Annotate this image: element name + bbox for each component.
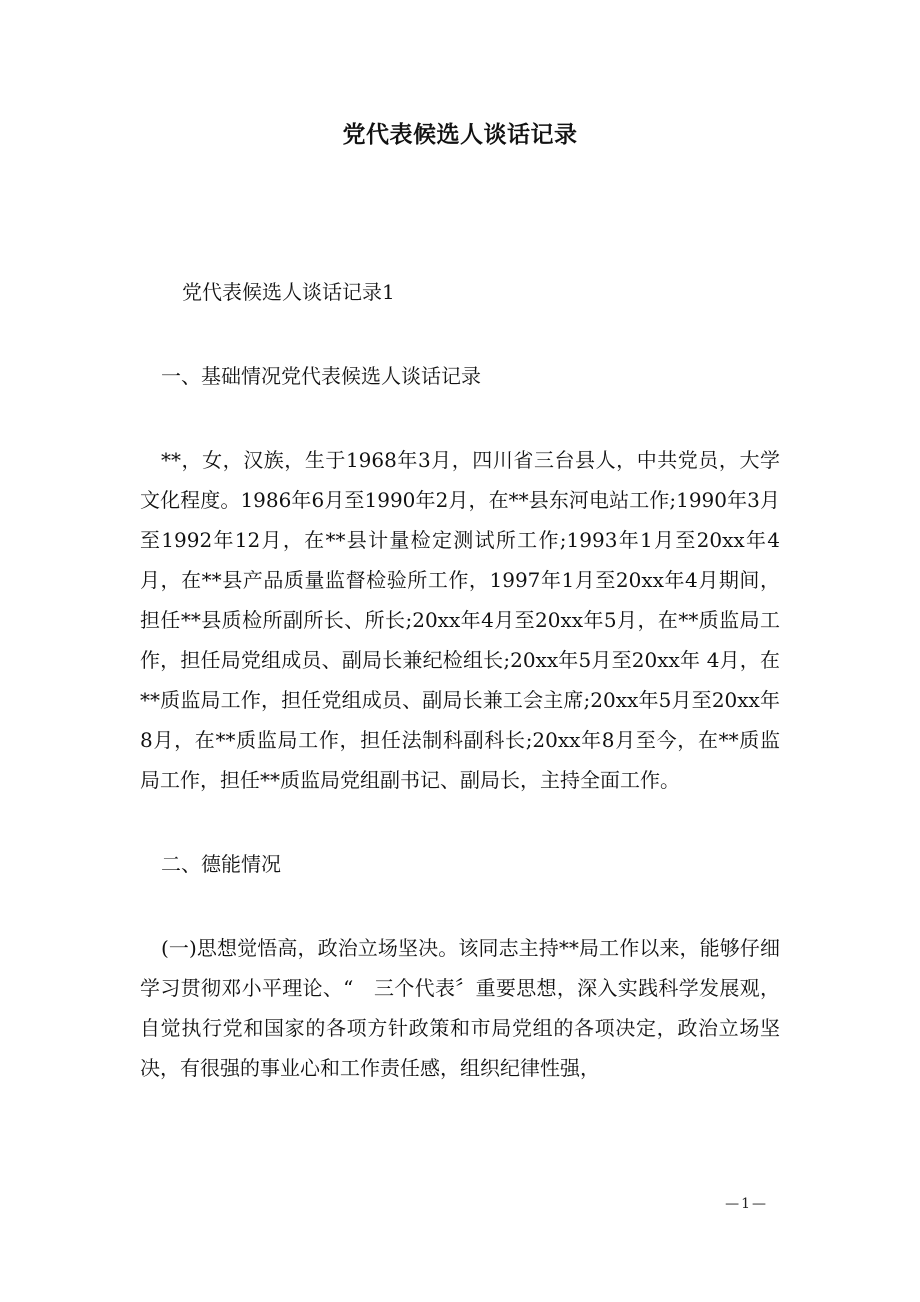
- section-heading-virtue-ability: 二、德能情况: [161, 852, 281, 876]
- document-title: 党代表候选人谈话记录: [342, 121, 578, 148]
- ideology-paragraph: (一)思想觉悟高，政治立场坚决。该同志主持**局工作以来，能够仔细学习贯彻邓小平理论、“ 三个代表〞重要思想，深入实践科学发展观，自觉执行党和国家的各项方针政策和市局党组的各项决定，政治立场坚决，有很强的事业心和工作责任感，组织纪律性强，: [140, 936, 780, 1080]
- page-number: —1—: [725, 1196, 768, 1212]
- biography-paragraph: **，女，汉族，生于1968年3月，四川省三台县人，中共党员，大学文化程度。1986年6月至1990年2月，在**县东河电站工作;1990年3月至1992年12月，在**县计量检定测试所工作;1993年1月至20xx年4月，在**县产品质量监督检验所工作，1997年1月至20xx年4月期间，担任**县质检所副所长、所长;20xx年4月至20xx年5月，在**质监局工作，担任局党组成员、副局长兼纪检组长;20xx年5月至20xx年 4月，在**质监局工作，担任党组成员、副局长兼工会主席;20xx年5月至20xx年8月，在**质监局工作，担任法制科副科长;20xx年8月至今，在**质监局工作，担任**质监局党组副书记、副局长，主持全面工作。: [140, 448, 780, 792]
- subtitle-paragraph: 党代表候选人谈话记录1: [182, 280, 395, 304]
- section-heading-basic-info: 一、基础情况党代表候选人谈话记录: [161, 364, 481, 388]
- document-body: [140, 272, 780, 1132]
